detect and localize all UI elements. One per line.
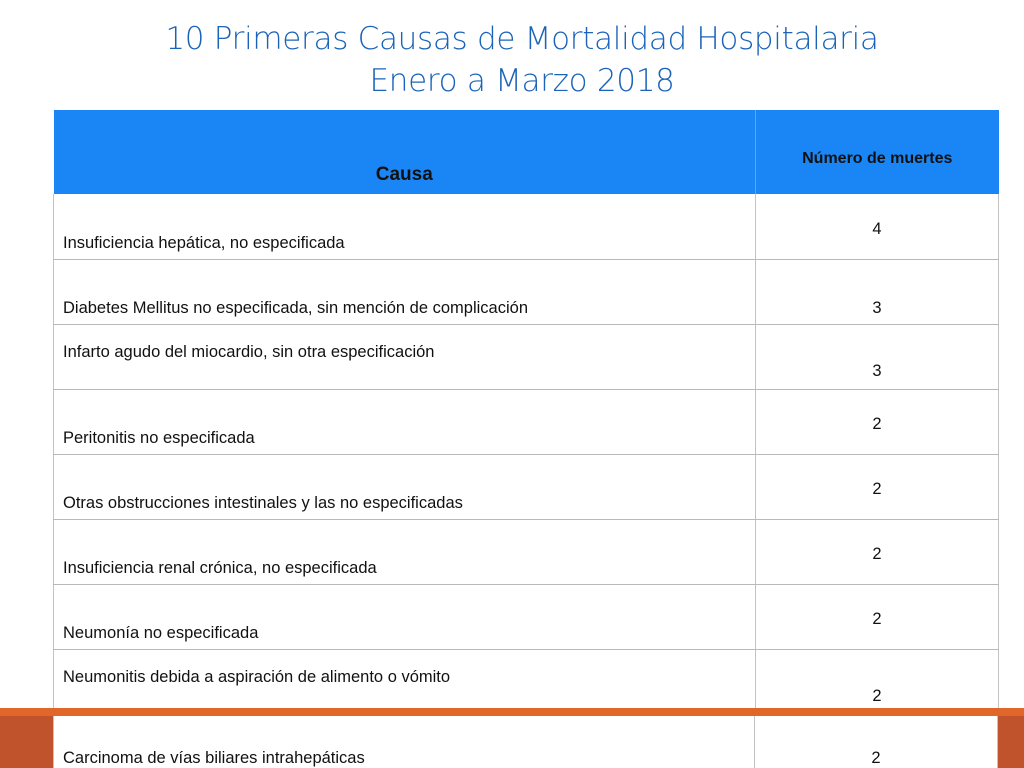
count-cell: 2: [756, 649, 999, 714]
mortality-table: [53, 110, 999, 715]
table-header-row: [54, 110, 999, 194]
cause-cell: Infarto agudo del miocardio, sin otra especificación: [54, 324, 756, 389]
cause-cell: Peritonitis no especificada: [54, 389, 756, 454]
cause-cell: Insuficiencia hepática, no especificada: [54, 194, 756, 259]
footer-accent-line: [0, 708, 1024, 716]
table-row: [54, 259, 999, 324]
count-cell: 4: [756, 194, 999, 259]
table-row: [54, 454, 999, 519]
cause-cell: Otras obstrucciones intestinales y las no especificadas: [54, 454, 756, 519]
cause-cell: Diabetes Mellitus no especificada, sin mención de complicación: [54, 259, 756, 324]
table-row: [54, 584, 999, 649]
count-cell: 3: [756, 324, 999, 389]
count-cell: 2: [756, 519, 999, 584]
count-cell: 2: [756, 584, 999, 649]
cause-cell: Neumonitis debida a aspiración de alimento o vómito: [54, 649, 756, 714]
table-row: [54, 389, 999, 454]
slide-title: [0, 18, 1024, 102]
title-line-1: 10 Primeras Causas de Mortalidad Hospitalaria: [165, 21, 879, 57]
column-header-cause: Causa: [54, 110, 756, 194]
table-row: [54, 519, 999, 584]
cause-cell: Insuficiencia renal crónica, no especificada: [54, 519, 756, 584]
count-cell: 2: [756, 454, 999, 519]
table-row: [54, 324, 999, 389]
table-row: [54, 649, 999, 714]
count-text: 2: [871, 749, 881, 767]
table-row: [54, 194, 999, 259]
count-cell: 2: [756, 389, 999, 454]
cause-cell: Neumonía no especificada: [54, 584, 756, 649]
count-cell: [755, 716, 998, 768]
source-label: Fuente: SIMMOW: [80, 722, 242, 744]
column-header-count: Número de muertes: [756, 110, 999, 194]
count-cell: 3: [756, 259, 999, 324]
title-line-2: Enero a Marzo 2018: [369, 63, 675, 99]
cause-text: Carcinoma de vías biliares intrahepáticas: [63, 749, 365, 767]
